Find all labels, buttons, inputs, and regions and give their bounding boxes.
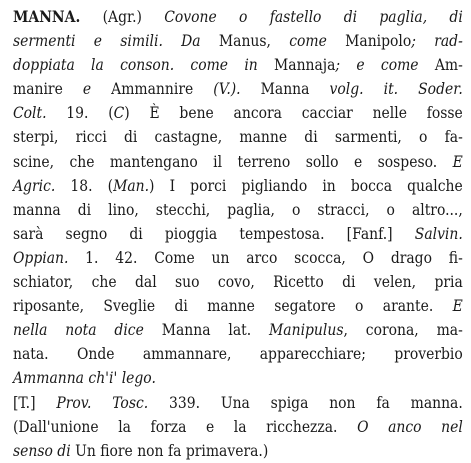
entry-text-segment: sterpi, ricci di castagne, manne di sarmenti, o fa- (13, 127, 463, 147)
entry-proverb-paragraph (13, 391, 463, 463)
entry-text-segment: Manipulus (269, 320, 344, 340)
entry-line (13, 77, 463, 101)
entry-text-segment: Oppian. (13, 247, 86, 267)
entry-text-segment: MANNA. (13, 7, 81, 26)
proverb-line (13, 391, 463, 415)
entry-text-segment: Am- (434, 55, 463, 75)
proverb-text-segment: O anco nel (357, 416, 463, 436)
entry-line (13, 342, 463, 366)
entry-text-segment: manna di lino, stecchi, paglia, o stracci, o altro..., (13, 199, 463, 219)
proverb-text-segment: 339. Una spiga non fa manna. (169, 392, 463, 412)
entry-text-segment: schiator, che dal suo covo, Ricetto di velen, pria (13, 272, 463, 292)
entry-line (13, 318, 463, 342)
entry-text-segment: Man. (113, 175, 150, 195)
entry-text-segment: riposante, Sveglie di manne segatore o arante. (13, 296, 453, 316)
entry-text-segment: 1. 42. Come un arco scocca, O drago fi- (85, 247, 463, 267)
entry-text-segment: sarà segno di pioggia tempestosa. [Fanf.] (13, 223, 415, 243)
proverb-text-segment: senso di (13, 440, 76, 460)
entry-text-segment: ) I porci pigliando in bocca qualche (149, 175, 463, 195)
entry-text-segment: Ammanna ch'i' lego. (13, 368, 156, 388)
entry-text-segment: Colt. (13, 103, 67, 123)
entry-line (13, 150, 463, 174)
entry-line (13, 101, 463, 125)
entry-text-segment: Covone o fastello di paglia, di (164, 7, 463, 26)
entry-text-segment: ) È bene ancora cacciar nelle fosse (124, 103, 463, 123)
entry-line (13, 294, 463, 318)
entry-line (13, 174, 463, 198)
entry-line (13, 222, 463, 246)
entry-text-segment: Manipolo (345, 31, 412, 51)
entry-line (13, 366, 463, 390)
entry-text-segment: Manna (260, 79, 330, 99)
entry-line (13, 198, 463, 222)
entry-text-segment: volg. it. Soder. (329, 79, 463, 99)
entry-text-segment: ; rad- (411, 31, 463, 51)
entry-text-segment: scine, che mantengano il terreno sollo e sospeso. (13, 151, 453, 171)
entry-text-segment: E (452, 296, 463, 316)
entry-line (13, 53, 463, 77)
entry-line (13, 125, 463, 149)
entry-text-segment: doppiata la conson. come in (13, 55, 275, 75)
proverb-text-segment: [T.] (13, 392, 57, 412)
entry-text-segment: Ammannire (111, 79, 214, 99)
entry-line (13, 29, 463, 53)
entry-text-segment: Agric. (13, 175, 71, 195)
entry-text-segment: Mannaja (274, 55, 336, 75)
entry-text-segment: Salvin. (414, 223, 463, 243)
entry-body (13, 5, 463, 391)
proverb-text-segment: (Dall'unione la forza e la ricchezza. (13, 416, 358, 436)
entry-text-segment: Manus, (218, 31, 290, 51)
proverb-line (13, 439, 463, 463)
entry-line (13, 246, 463, 270)
entry-text-segment: E (452, 151, 463, 171)
proverb-line (13, 415, 463, 439)
entry-text-segment: , corona, ma- (343, 320, 463, 340)
entry-text-segment: nella nota dice (13, 320, 162, 340)
proverb-text-segment: Prov. Tosc. (56, 392, 170, 412)
entry-text-segment: C (113, 103, 125, 123)
entry-text-segment: come (289, 31, 346, 51)
entry-text-segment: nata. Onde ammannare, apparecchiare; proverbio (13, 344, 463, 364)
entry-text-segment: manire (13, 79, 83, 99)
entry-line (13, 270, 463, 294)
entry-text-segment: (V.). (213, 79, 261, 99)
entry-text-segment: Manna lat. (161, 320, 270, 340)
proverb-text-segment: Un fiore non fa primavera.) (75, 440, 269, 460)
entry-text-segment: e (82, 79, 112, 99)
entry-text-segment: 19. ( (66, 103, 114, 123)
dictionary-entry (13, 5, 463, 463)
entry-text-segment: sermenti e simili. Da (13, 31, 219, 51)
entry-text-segment: ; e come (335, 55, 435, 75)
entry-text-segment: (Agr.) (80, 7, 165, 26)
entry-line (13, 5, 463, 29)
entry-text-segment: 18. ( (70, 175, 114, 195)
